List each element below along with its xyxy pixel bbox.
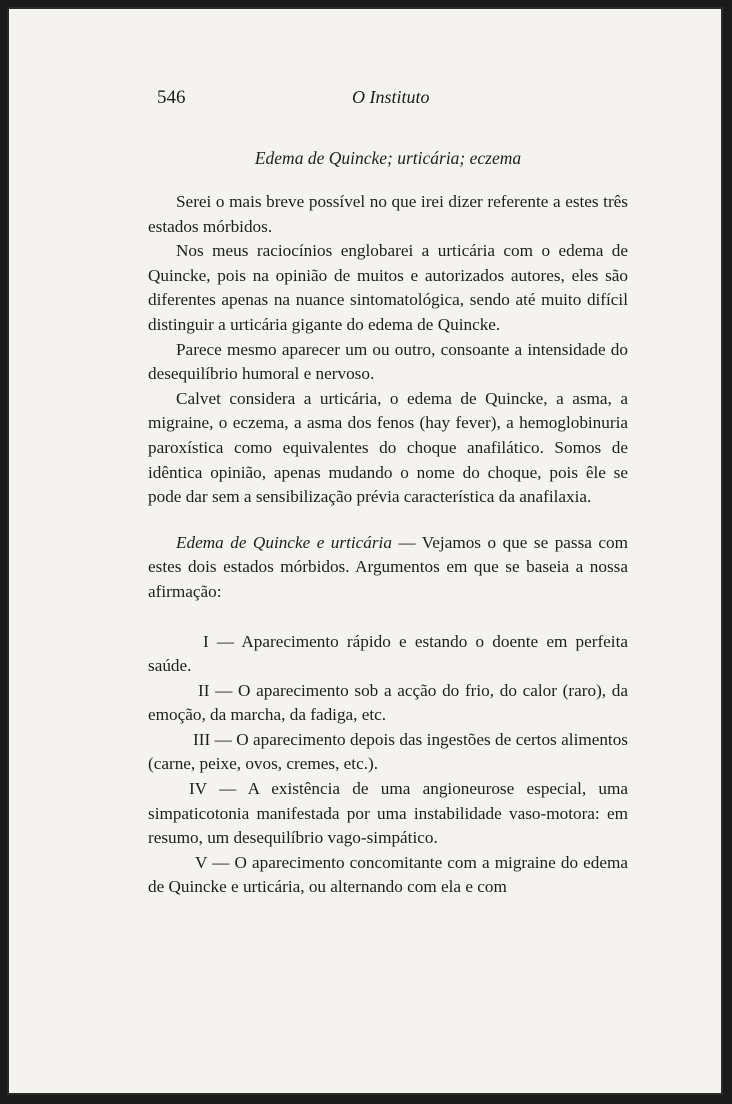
list-item: IV — A existência de uma angioneurose especial, uma simpaticotonia manifestada por uma instabilidade vaso-motora: em resumo, um desequilíbrio vago-simpático. xyxy=(148,779,628,848)
body-text xyxy=(148,144,628,900)
paragraph: Nos meus raciocínios englobarei a urticária com o edema de Quincke, pois na opinião de muitos e autorizados autores, eles são diferentes apenas na nuance sintomatológica, sendo até muito difícil distinguir a urticária gigante do edema de Quincke. xyxy=(148,241,628,334)
subsection-title: Edema de Quincke e urticária xyxy=(176,532,392,552)
page-header xyxy=(157,87,637,117)
subsection-paragraph xyxy=(148,531,628,605)
spacer xyxy=(148,605,628,630)
list-item: I — Aparecimento rápido e estando o doente em perfeita saúde. xyxy=(148,631,628,676)
running-title: O Instituto xyxy=(352,87,430,107)
spacer xyxy=(148,510,628,531)
page-number: 546 xyxy=(157,87,186,108)
list-item: II — O aparecimento sob a acção do frio, do calor (raro), da emoção, da marcha, da fadiga, etc. xyxy=(148,680,628,725)
list-item: III — O aparecimento depois das ingestões de certos alimentos (carne, peixe, ovos, cremes, etc.). xyxy=(148,729,628,774)
paragraph: Serei o mais breve possível no que irei dizer referente a estes três estados mórbidos. xyxy=(148,192,628,236)
subsection-text: — Vejamos o que se passa com estes dois estados mórbidos. Argumentos em que se baseia a nossa afirmação: xyxy=(148,532,629,601)
section-title: Edema de Quincke; urticária; eczema xyxy=(254,148,522,168)
list-item: V — O aparecimento concomitante com a migraine do edema de Quincke e urticária, ou alternando com ela e com xyxy=(148,852,628,897)
paragraph: Parece mesmo aparecer um ou outro, consoante a intensidade do desequilíbrio humoral e nervoso. xyxy=(148,339,628,384)
paragraph: Calvet considera a urticária, o edema de Quincke, a asma, a migraine, o eczema, a asma dos fenos (hay fever), a hemoglobinuria paroxística como equivalentes do choque anafilático. Somos de idêntica opinião, apenas mudando o nome do choque, pois êle se pode dar sem a sensibilização prévia característica da anafilaxia. xyxy=(148,388,628,507)
argument-list xyxy=(148,630,628,901)
